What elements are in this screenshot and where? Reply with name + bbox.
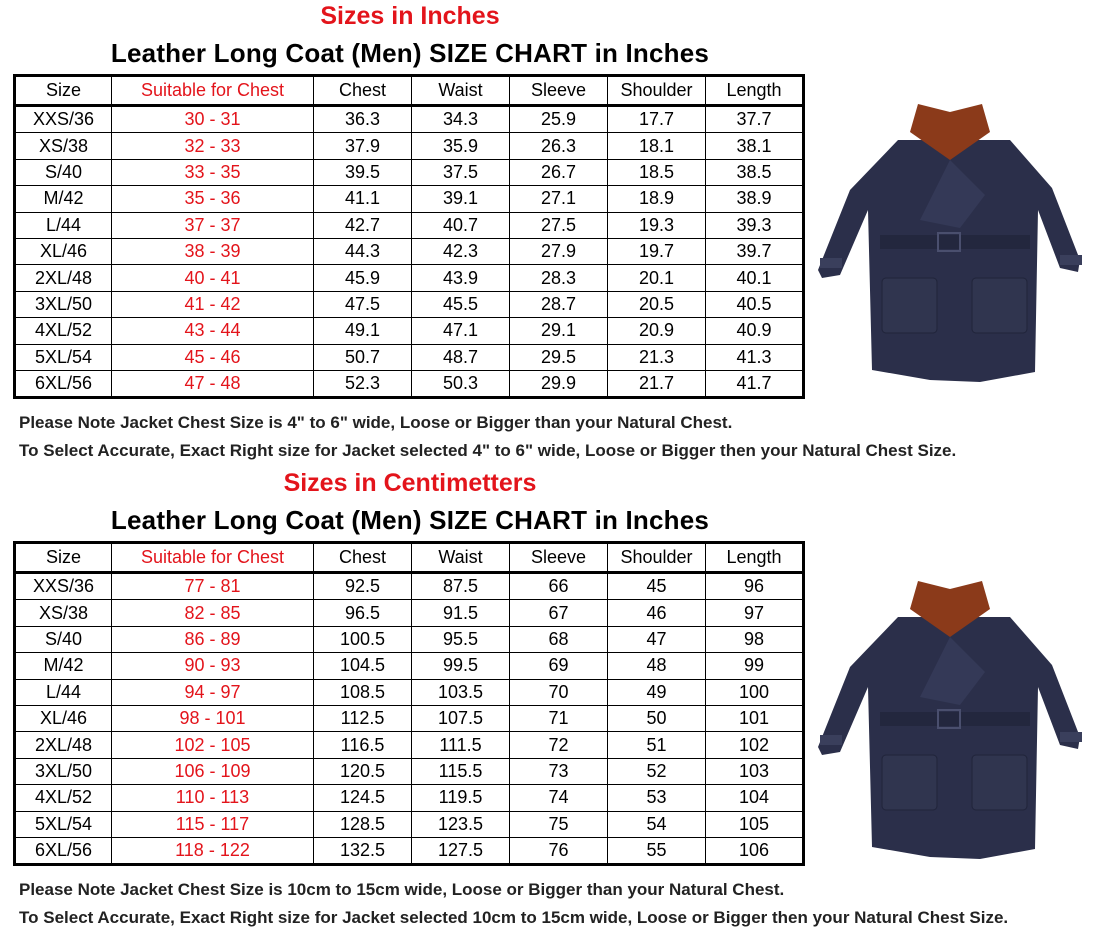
chest-range-cell: 90 - 93 <box>112 653 314 679</box>
column-header: Suitable for Chest <box>112 543 314 573</box>
measurement-cell: 128.5 <box>314 811 412 837</box>
leather-coat-image <box>810 577 1090 867</box>
measurement-cell: 101 <box>706 705 804 731</box>
measurement-cell: 91.5 <box>412 600 510 626</box>
measurement-cell: 44.3 <box>314 238 412 264</box>
note-select-size: To Select Accurate, Exact Right size for Jacket selected 10cm to 15cm wide, Loose or Bigger then your Natural Chest Size. <box>19 908 1009 927</box>
measurement-cell: 104 <box>706 785 804 811</box>
chest-range-cell: 98 - 101 <box>112 705 314 731</box>
note-select-size: To Select Accurate, Exact Right size for Jacket selected 4" to 6" wide, Loose or Bigger then your Natural Chest Size. <box>19 441 957 460</box>
table-row <box>15 785 804 811</box>
measurement-cell: 42.3 <box>412 238 510 264</box>
table-row <box>15 653 804 679</box>
chest-range-cell: 82 - 85 <box>112 600 314 626</box>
table-row <box>15 212 804 238</box>
table-row <box>15 291 804 317</box>
measurement-cell: 106 <box>706 837 804 864</box>
measurement-cell: 28.3 <box>510 265 608 291</box>
measurement-cell: 50.7 <box>314 344 412 370</box>
measurement-cell: 41.3 <box>706 344 804 370</box>
measurement-cell: 20.9 <box>608 318 706 344</box>
measurement-cell: 107.5 <box>412 705 510 731</box>
measurement-cell: 50 <box>608 705 706 731</box>
size-cell: 3XL/50 <box>15 291 112 317</box>
measurement-cell: 92.5 <box>314 573 412 600</box>
table-row <box>15 705 804 731</box>
measurement-cell: 70 <box>510 679 608 705</box>
column-header: Sleeve <box>510 543 608 573</box>
column-header: Length <box>706 543 804 573</box>
measurement-cell: 49.1 <box>314 318 412 344</box>
table-row <box>15 679 804 705</box>
chest-range-cell: 32 - 33 <box>112 133 314 159</box>
measurement-cell: 111.5 <box>412 732 510 758</box>
measurement-cell: 45 <box>608 573 706 600</box>
measurement-cell: 37.5 <box>412 159 510 185</box>
measurement-cell: 38.9 <box>706 186 804 212</box>
measurement-cell: 26.7 <box>510 159 608 185</box>
column-header: Waist <box>412 543 510 573</box>
chest-range-cell: 115 - 117 <box>112 811 314 837</box>
column-header: Waist <box>412 76 510 106</box>
measurement-cell: 53 <box>608 785 706 811</box>
measurement-cell: 69 <box>510 653 608 679</box>
size-cell: XS/38 <box>15 133 112 159</box>
chest-range-cell: 110 - 113 <box>112 785 314 811</box>
measurement-cell: 102 <box>706 732 804 758</box>
measurement-cell: 37.9 <box>314 133 412 159</box>
chest-range-cell: 38 - 39 <box>112 238 314 264</box>
table-row <box>15 344 804 370</box>
table-row <box>15 600 804 626</box>
measurement-cell: 39.7 <box>706 238 804 264</box>
measurement-cell: 39.5 <box>314 159 412 185</box>
measurement-cell: 52.3 <box>314 370 412 397</box>
measurement-cell: 52 <box>608 758 706 784</box>
measurement-cell: 38.1 <box>706 133 804 159</box>
chest-range-cell: 102 - 105 <box>112 732 314 758</box>
measurement-cell: 47.1 <box>412 318 510 344</box>
size-table <box>13 74 805 399</box>
measurement-cell: 76 <box>510 837 608 864</box>
leather-coat-image <box>810 100 1090 390</box>
measurement-cell: 41.1 <box>314 186 412 212</box>
measurement-cell: 48.7 <box>412 344 510 370</box>
measurement-cell: 34.3 <box>412 106 510 133</box>
table-row <box>15 133 804 159</box>
note-chest-ease: Please Note Jacket Chest Size is 4" to 6" wide, Loose or Bigger than your Natural Chest. <box>19 413 733 432</box>
measurement-cell: 40.9 <box>706 318 804 344</box>
measurement-cell: 17.7 <box>608 106 706 133</box>
table-header-row <box>15 76 804 106</box>
size-cell: S/40 <box>15 159 112 185</box>
measurement-cell: 95.5 <box>412 626 510 652</box>
table-header-row <box>15 543 804 573</box>
table-row <box>15 265 804 291</box>
measurement-cell: 49 <box>608 679 706 705</box>
chest-range-cell: 30 - 31 <box>112 106 314 133</box>
measurement-cell: 21.3 <box>608 344 706 370</box>
measurement-cell: 75 <box>510 811 608 837</box>
column-header: Size <box>15 543 112 573</box>
measurement-cell: 124.5 <box>314 785 412 811</box>
measurement-cell: 18.5 <box>608 159 706 185</box>
size-cell: 4XL/52 <box>15 318 112 344</box>
table-row <box>15 758 804 784</box>
chest-range-cell: 118 - 122 <box>112 837 314 864</box>
size-table <box>13 541 805 866</box>
measurement-cell: 39.1 <box>412 186 510 212</box>
measurement-cell: 27.9 <box>510 238 608 264</box>
size-cell: XXS/36 <box>15 106 112 133</box>
size-cell: 6XL/56 <box>15 370 112 397</box>
measurement-cell: 51 <box>608 732 706 758</box>
measurement-cell: 99.5 <box>412 653 510 679</box>
chest-range-cell: 37 - 37 <box>112 212 314 238</box>
measurement-cell: 73 <box>510 758 608 784</box>
measurement-cell: 98 <box>706 626 804 652</box>
measurement-cell: 37.7 <box>706 106 804 133</box>
column-header: Size <box>15 76 112 106</box>
measurement-cell: 27.1 <box>510 186 608 212</box>
chest-range-cell: 106 - 109 <box>112 758 314 784</box>
column-header: Length <box>706 76 804 106</box>
measurement-cell: 132.5 <box>314 837 412 864</box>
measurement-cell: 66 <box>510 573 608 600</box>
coat-illustration <box>818 104 1082 382</box>
chest-range-cell: 45 - 46 <box>112 344 314 370</box>
chest-range-cell: 43 - 44 <box>112 318 314 344</box>
measurement-cell: 29.9 <box>510 370 608 397</box>
measurement-cell: 103.5 <box>412 679 510 705</box>
measurement-cell: 123.5 <box>412 811 510 837</box>
measurement-cell: 97 <box>706 600 804 626</box>
measurement-cell: 105 <box>706 811 804 837</box>
note-chest-ease: Please Note Jacket Chest Size is 10cm to 15cm wide, Loose or Bigger than your Natural Chest. <box>19 880 785 899</box>
size-cell: 5XL/54 <box>15 344 112 370</box>
measurement-cell: 54 <box>608 811 706 837</box>
table-row <box>15 159 804 185</box>
measurement-cell: 40.5 <box>706 291 804 317</box>
measurement-cell: 71 <box>510 705 608 731</box>
measurement-cell: 41.7 <box>706 370 804 397</box>
measurement-cell: 35.9 <box>412 133 510 159</box>
measurement-cell: 25.9 <box>510 106 608 133</box>
measurement-cell: 127.5 <box>412 837 510 864</box>
measurement-cell: 19.7 <box>608 238 706 264</box>
measurement-cell: 20.5 <box>608 291 706 317</box>
table-row <box>15 732 804 758</box>
table-row <box>15 837 804 864</box>
size-cell: XL/46 <box>15 238 112 264</box>
measurement-cell: 18.1 <box>608 133 706 159</box>
measurement-cell: 67 <box>510 600 608 626</box>
chest-range-cell: 86 - 89 <box>112 626 314 652</box>
size-cell: L/44 <box>15 679 112 705</box>
size-cell: XS/38 <box>15 600 112 626</box>
measurement-cell: 96 <box>706 573 804 600</box>
size-cell: 4XL/52 <box>15 785 112 811</box>
measurement-cell: 47.5 <box>314 291 412 317</box>
size-cell: 2XL/48 <box>15 265 112 291</box>
measurement-cell: 20.1 <box>608 265 706 291</box>
measurement-cell: 29.1 <box>510 318 608 344</box>
column-header: Shoulder <box>608 76 706 106</box>
table-row <box>15 318 804 344</box>
measurement-cell: 116.5 <box>314 732 412 758</box>
measurement-cell: 119.5 <box>412 785 510 811</box>
size-cell: M/42 <box>15 653 112 679</box>
chest-range-cell: 77 - 81 <box>112 573 314 600</box>
size-cell: 2XL/48 <box>15 732 112 758</box>
size-cell: L/44 <box>15 212 112 238</box>
chest-range-cell: 33 - 35 <box>112 159 314 185</box>
measurement-cell: 100 <box>706 679 804 705</box>
column-header: Shoulder <box>608 543 706 573</box>
column-header: Chest <box>314 543 412 573</box>
measurement-cell: 21.7 <box>608 370 706 397</box>
measurement-cell: 42.7 <box>314 212 412 238</box>
table-row <box>15 238 804 264</box>
measurement-cell: 43.9 <box>412 265 510 291</box>
measurement-cell: 26.3 <box>510 133 608 159</box>
size-cell: S/40 <box>15 626 112 652</box>
table-row <box>15 626 804 652</box>
measurement-cell: 74 <box>510 785 608 811</box>
size-cell: 3XL/50 <box>15 758 112 784</box>
size-cell: XXS/36 <box>15 573 112 600</box>
measurement-cell: 55 <box>608 837 706 864</box>
measurement-cell: 112.5 <box>314 705 412 731</box>
measurement-cell: 68 <box>510 626 608 652</box>
chart-title: Leather Long Coat (Men) SIZE CHART in Inches <box>110 505 710 535</box>
measurement-cell: 29.5 <box>510 344 608 370</box>
measurement-cell: 47 <box>608 626 706 652</box>
measurement-cell: 72 <box>510 732 608 758</box>
size-cell: 6XL/56 <box>15 837 112 864</box>
measurement-cell: 120.5 <box>314 758 412 784</box>
size-cell: 5XL/54 <box>15 811 112 837</box>
table-row <box>15 811 804 837</box>
measurement-cell: 99 <box>706 653 804 679</box>
measurement-cell: 36.3 <box>314 106 412 133</box>
chest-range-cell: 40 - 41 <box>112 265 314 291</box>
measurement-cell: 27.5 <box>510 212 608 238</box>
measurement-cell: 104.5 <box>314 653 412 679</box>
measurement-cell: 40.1 <box>706 265 804 291</box>
size-cell: M/42 <box>15 186 112 212</box>
size-cell: XL/46 <box>15 705 112 731</box>
measurement-cell: 115.5 <box>412 758 510 784</box>
coat-illustration <box>818 581 1082 859</box>
measurement-cell: 45.5 <box>412 291 510 317</box>
measurement-cell: 28.7 <box>510 291 608 317</box>
section-heading: Sizes in Inches <box>320 2 500 30</box>
measurement-cell: 48 <box>608 653 706 679</box>
measurement-cell: 38.5 <box>706 159 804 185</box>
measurement-cell: 96.5 <box>314 600 412 626</box>
table-row <box>15 106 804 133</box>
measurement-cell: 39.3 <box>706 212 804 238</box>
chest-range-cell: 35 - 36 <box>112 186 314 212</box>
measurement-cell: 46 <box>608 600 706 626</box>
column-header: Suitable for Chest <box>112 76 314 106</box>
measurement-cell: 45.9 <box>314 265 412 291</box>
measurement-cell: 18.9 <box>608 186 706 212</box>
measurement-cell: 19.3 <box>608 212 706 238</box>
column-header: Chest <box>314 76 412 106</box>
measurement-cell: 40.7 <box>412 212 510 238</box>
column-header: Sleeve <box>510 76 608 106</box>
measurement-cell: 100.5 <box>314 626 412 652</box>
measurement-cell: 108.5 <box>314 679 412 705</box>
measurement-cell: 87.5 <box>412 573 510 600</box>
chest-range-cell: 41 - 42 <box>112 291 314 317</box>
chest-range-cell: 94 - 97 <box>112 679 314 705</box>
table-row <box>15 370 804 397</box>
table-row <box>15 186 804 212</box>
measurement-cell: 103 <box>706 758 804 784</box>
chest-range-cell: 47 - 48 <box>112 370 314 397</box>
measurement-cell: 50.3 <box>412 370 510 397</box>
table-row <box>15 573 804 600</box>
section-heading: Sizes in Centimetters <box>283 469 537 497</box>
chart-title: Leather Long Coat (Men) SIZE CHART in Inches <box>110 38 710 68</box>
